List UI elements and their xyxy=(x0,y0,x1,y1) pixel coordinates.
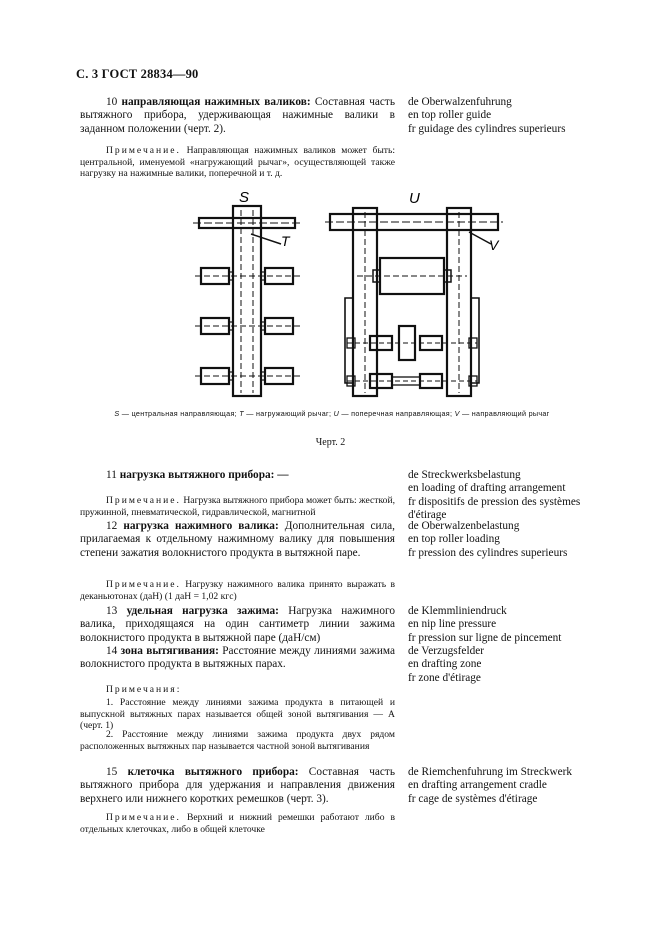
cradle-row-1 xyxy=(347,326,477,360)
note-text: Нагрузка вытяжного прибора может быть: жесткой, пружинной, пневматической, гидравлической, магнитной xyxy=(80,495,395,518)
caption-t-text: — нагружающий рычаг; xyxy=(243,409,334,418)
translation-en: en top roller loading xyxy=(408,533,500,546)
caption-u: U xyxy=(333,409,340,418)
note-text: Нагрузку нажимного валика принято выражать в деканьютонах (даН) (1 даН = 1,02 кгс) xyxy=(80,579,395,602)
term-14-note-1: 1. Расстояние между линиями зажима продукта в питающей и выпускной вытяжных парах называется общей зоной вытягивания — А (черт. 1) xyxy=(80,697,395,732)
figure-2-label: Черт. 2 xyxy=(315,437,346,448)
translation-de: de Oberwalzenfuhrung xyxy=(408,96,512,108)
note-label: Примечание. xyxy=(106,495,181,506)
term-number: 13 xyxy=(106,605,118,617)
term-number: 10 xyxy=(106,96,118,108)
term-14-translations xyxy=(408,645,618,685)
term-11-definition xyxy=(80,469,395,482)
figure-2-drawing xyxy=(185,188,510,403)
roller-row-2 xyxy=(195,318,300,334)
roller-row-3 xyxy=(195,368,300,384)
term-name: нагрузка нажимного валика: xyxy=(123,520,279,532)
translation-de: de Klemmliniendruck xyxy=(408,605,507,617)
translation-de: de Riemchenfuhrung im Streckwerk xyxy=(408,766,573,778)
term-number: 15 xyxy=(106,766,118,778)
term-15-note xyxy=(80,812,395,835)
translation-de: de Oberwalzenbelastung xyxy=(408,520,520,532)
translation-en: en drafting arrangement cradle xyxy=(408,779,547,792)
term-name: зона вытягивания: xyxy=(120,645,219,657)
caption-u-text: — поперечная направляющая; xyxy=(339,409,455,418)
note-label: Примечание. xyxy=(106,145,181,156)
caption-t: T xyxy=(239,409,244,418)
translation-en: en loading of drafting arrangement xyxy=(408,482,566,495)
label-s: S xyxy=(239,189,250,206)
notes-label: Примечания: xyxy=(106,684,182,695)
term-10-definition xyxy=(80,96,395,136)
term-name: клеточка вытяжного прибора: xyxy=(127,766,299,778)
translation-en: en drafting zone xyxy=(408,658,482,671)
cradle-row-2 xyxy=(347,374,477,388)
term-14-definition xyxy=(80,645,395,672)
term-name: направляющая нажимных валиков: xyxy=(121,96,311,108)
translation-de: de Verzugsfelder xyxy=(408,645,485,657)
term-name: удельная нагрузка зажима: xyxy=(126,605,279,617)
translation-fr: fr zone d'étirage xyxy=(408,671,481,684)
caption-s-text: — центральная направляющая; xyxy=(119,409,240,418)
term-15-definition xyxy=(80,766,395,806)
term-14-note-2: 2. Расстояние между линиями зажима продукта двух рядом расположенных вытяжных пар называется частной зоной вытягивания xyxy=(80,729,395,752)
term-14-notes-label xyxy=(80,684,395,696)
term-number: 11 xyxy=(106,469,117,481)
caption-v-text: — направляющий рычаг xyxy=(459,409,550,418)
translation-fr: fr guidage des cylindres superieurs xyxy=(408,122,566,135)
term-13-translations xyxy=(408,605,618,645)
label-v: V xyxy=(489,237,499,253)
term-number: 14 xyxy=(106,645,118,657)
top-shaft-left xyxy=(199,218,295,228)
term-text: Составная часть вытяжного прибора для удержания и направления движения верхнего или нижнего коротких ремешков (черт. 3). xyxy=(80,766,396,805)
figure-2-caption xyxy=(40,409,624,418)
term-11-translations xyxy=(408,469,618,523)
translation-fr: fr cage de systèmes d'étirage xyxy=(408,792,538,805)
note-text: Направляющая нажимных валиков может быть: центральной, именуемой «нагружающий рычаг», осуществляющей также нагрузку на нажимные валики, поперечной и т. д. xyxy=(80,145,395,180)
term-12-definition xyxy=(80,520,395,560)
note-text: Верхний и нижний ремешки работают либо в отдельных клеточках, либо в общей клеточке xyxy=(80,812,395,835)
term-number: 12 xyxy=(106,520,118,532)
term-text: Составная часть вытяжного прибора, удерживающая нажимные валики в заданном положении (черт. 2). xyxy=(80,96,396,135)
term-text: Дополнительная сила, прилагаемая к отдельному нажимному валику для повышения степени зажатия волокнистого продукта в вытяжной паре. xyxy=(80,520,395,559)
label-t: T xyxy=(281,233,290,249)
note-label: Примечание. xyxy=(106,579,181,590)
label-u: U xyxy=(409,190,420,207)
translation-en: en top roller guide xyxy=(408,109,492,122)
term-text: Расстояние между линиями зажима волокнистого продукта в вытяжных парах. xyxy=(80,645,395,671)
note-label: Примечание. xyxy=(106,812,181,823)
term-12-translations xyxy=(408,520,618,560)
term-12-note xyxy=(80,579,395,602)
translation-fr: fr pression des cylindres superieurs xyxy=(408,546,568,559)
page-header: С. 3 ГОСТ 28834—90 xyxy=(76,67,199,81)
term-11-note xyxy=(80,495,395,518)
translation-en: en nip line pressure xyxy=(408,618,497,631)
caption-s: S xyxy=(114,409,120,418)
term-text: Нагрузка нажимного валика, приходящаяся на один сантиметр линии зажима волокнистого продукта в вытяжной паре (даН/см) xyxy=(80,605,395,644)
caption-v: V xyxy=(454,409,460,418)
translation-fr: fr pression sur ligne de pincement xyxy=(408,631,562,644)
term-10-note xyxy=(80,145,395,180)
central-guide-column xyxy=(233,206,261,396)
translation-fr: fr dispositifs de pression des systèmes d'étirage xyxy=(408,495,581,522)
term-10-translations xyxy=(408,96,618,136)
roller-row-1 xyxy=(195,268,300,284)
translation-de: de Streckwerksbelastung xyxy=(408,469,521,481)
term-15-translations xyxy=(408,766,618,806)
term-name: нагрузка вытяжного прибора: — xyxy=(119,469,289,481)
term-13-definition xyxy=(80,605,395,645)
